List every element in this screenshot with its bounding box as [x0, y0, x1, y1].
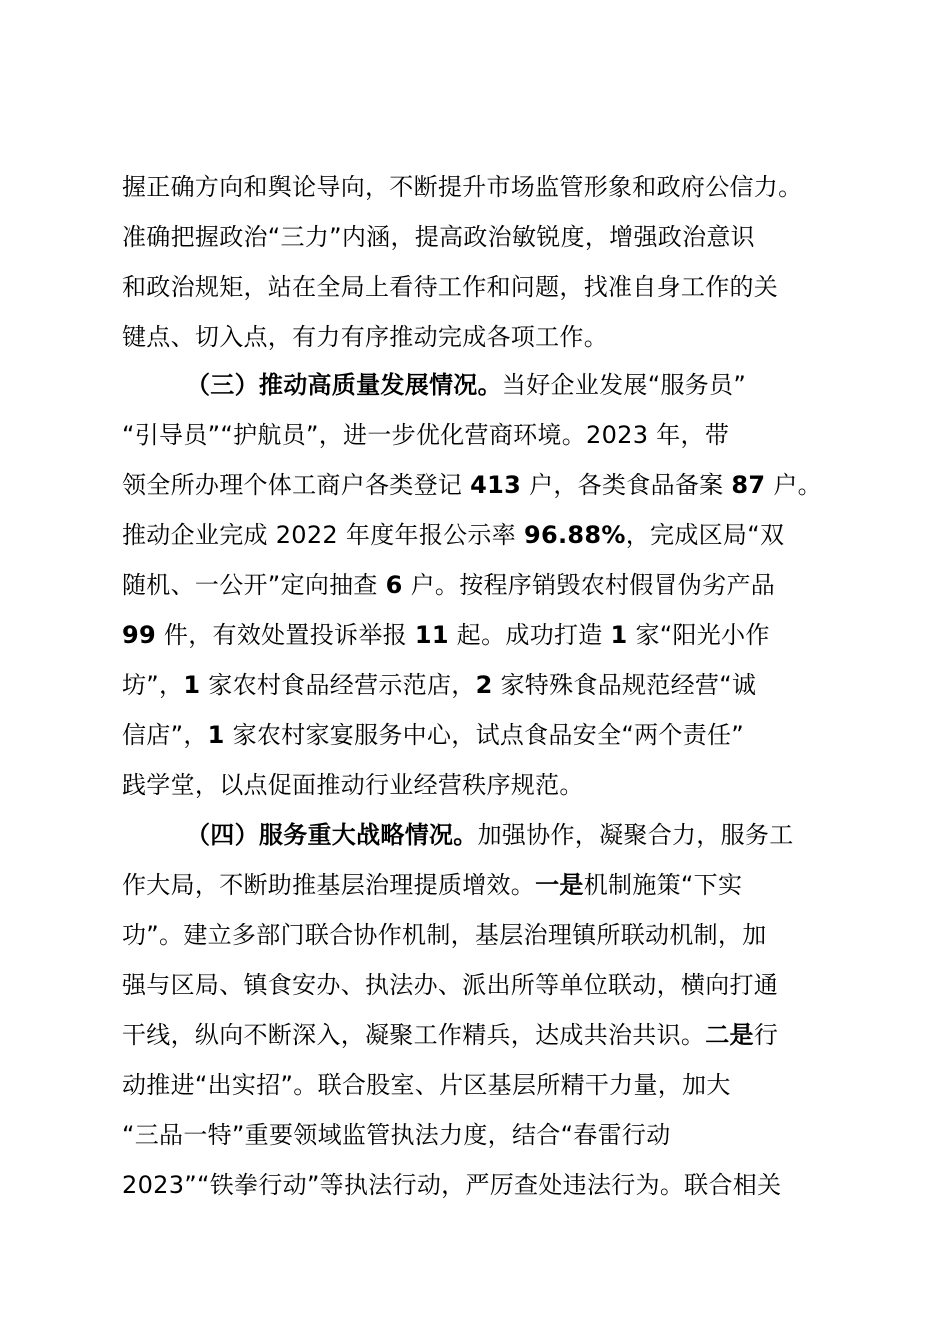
text-line	[122, 860, 832, 910]
bold-text-segment: 一是	[535, 871, 584, 899]
text-line	[122, 1160, 832, 1210]
text-line	[122, 312, 832, 362]
bold-text-segment: 1	[610, 621, 628, 649]
text-line	[122, 1110, 832, 1160]
text-segment: 践学堂，以点促面推动行业经营秩序规范。	[122, 771, 584, 799]
text-segment: ，完成区局“双	[625, 521, 785, 549]
text-line	[122, 1060, 832, 1110]
text-line	[122, 162, 832, 212]
text-segment: 键点、切入点，有力有序推动完成各项工作。	[122, 323, 608, 351]
text-segment: 家农村食品经营示范店，	[200, 671, 476, 699]
bold-text-segment: 11	[414, 621, 449, 649]
text-segment: 准确把握政治“三力”内涵，提高政治敏锐度，增强政治意识	[122, 223, 755, 251]
text-segment: 件，有效处置投诉举报	[156, 621, 415, 649]
text-segment: 干线，纵向不断深入，凝聚工作精兵，达成共治共识。	[122, 1021, 706, 1049]
text-segment: 当好企业发展“服务员”	[501, 371, 747, 399]
text-segment: 推动企业完成 2022 年度年报公示率	[122, 521, 524, 549]
text-line	[122, 1010, 832, 1060]
text-segment: 和政治规矩，站在全局上看待工作和问题，找准自身工作的关	[122, 273, 779, 301]
bold-text-segment: 99	[122, 621, 156, 649]
text-line	[122, 460, 832, 510]
text-segment: 作大局，不断助推基层治理提质增效。	[122, 871, 536, 899]
text-segment: 坊”，	[122, 671, 184, 699]
text-segment: 行	[753, 1021, 779, 1049]
text-segment: 信店”，	[122, 721, 208, 749]
bold-text-segment: 1	[183, 671, 201, 699]
text-segment: 户，各类食品备案	[521, 471, 732, 499]
bold-text-segment: 6	[385, 571, 403, 599]
bold-text-segment: （四）服务重大战略情况。	[186, 821, 478, 849]
bold-text-segment: 2	[475, 671, 493, 699]
text-line	[122, 960, 832, 1010]
text-segment: 起。成功打造	[448, 621, 611, 649]
text-line	[122, 610, 832, 660]
text-segment: 加强协作，凝聚合力，服务工	[477, 821, 794, 849]
text-line	[122, 410, 832, 460]
text-segment: 动推进“出实招”。联合股室、片区基层所精干力量，加大	[122, 1071, 731, 1099]
text-segment: “引导员”“护航员”，进一步优化营商环境。2023 年，带	[122, 421, 730, 449]
text-line	[122, 212, 832, 262]
text-segment: 领全所办理个体工商户各类登记	[122, 471, 471, 499]
text-line	[122, 710, 832, 760]
text-segment: “三品一特”重要领域监管执法力度，结合“春雷行动	[122, 1121, 671, 1149]
section-heading-line	[186, 360, 832, 410]
section-heading-line	[186, 810, 832, 860]
bold-text-segment: 87	[731, 471, 766, 499]
text-segment: 2023”“铁拳行动”等执法行动，严厉查处违法行为。联合相关	[122, 1171, 782, 1199]
text-segment: 户。	[765, 471, 822, 499]
text-line	[122, 510, 832, 560]
text-line	[122, 262, 832, 312]
text-segment: 机制施策“下实	[583, 871, 743, 899]
text-segment: 强与区局、镇食安办、执法办、派出所等单位联动，横向打通	[122, 971, 779, 999]
text-segment: 户。按程序销毁农村假冒伪劣产品	[402, 571, 776, 599]
text-line	[122, 560, 832, 610]
text-segment: 随机、一公开”定向抽查	[122, 571, 386, 599]
text-segment: 功”。建立多部门联合协作机制，基层治理镇所联动机制，加	[122, 921, 767, 949]
bold-text-segment: 413	[470, 471, 522, 499]
bold-text-segment: （三）推动高质量发展情况。	[186, 371, 502, 399]
text-segment: 家“阳光小作	[627, 621, 770, 649]
text-segment: 家农村家宴服务中心，试点食品安全“两个责任”	[224, 721, 745, 749]
text-line	[122, 910, 832, 960]
text-segment: 家特殊食品规范经营“诚	[492, 671, 757, 699]
text-line	[122, 660, 832, 710]
bold-text-segment: 二是	[705, 1021, 754, 1049]
text-segment: 握正确方向和舆论导向，不断提升市场监管形象和政府公信力。	[122, 173, 803, 201]
bold-text-segment: 96.88%	[523, 521, 626, 549]
bold-text-segment: 1	[207, 721, 225, 749]
text-line	[122, 760, 832, 810]
